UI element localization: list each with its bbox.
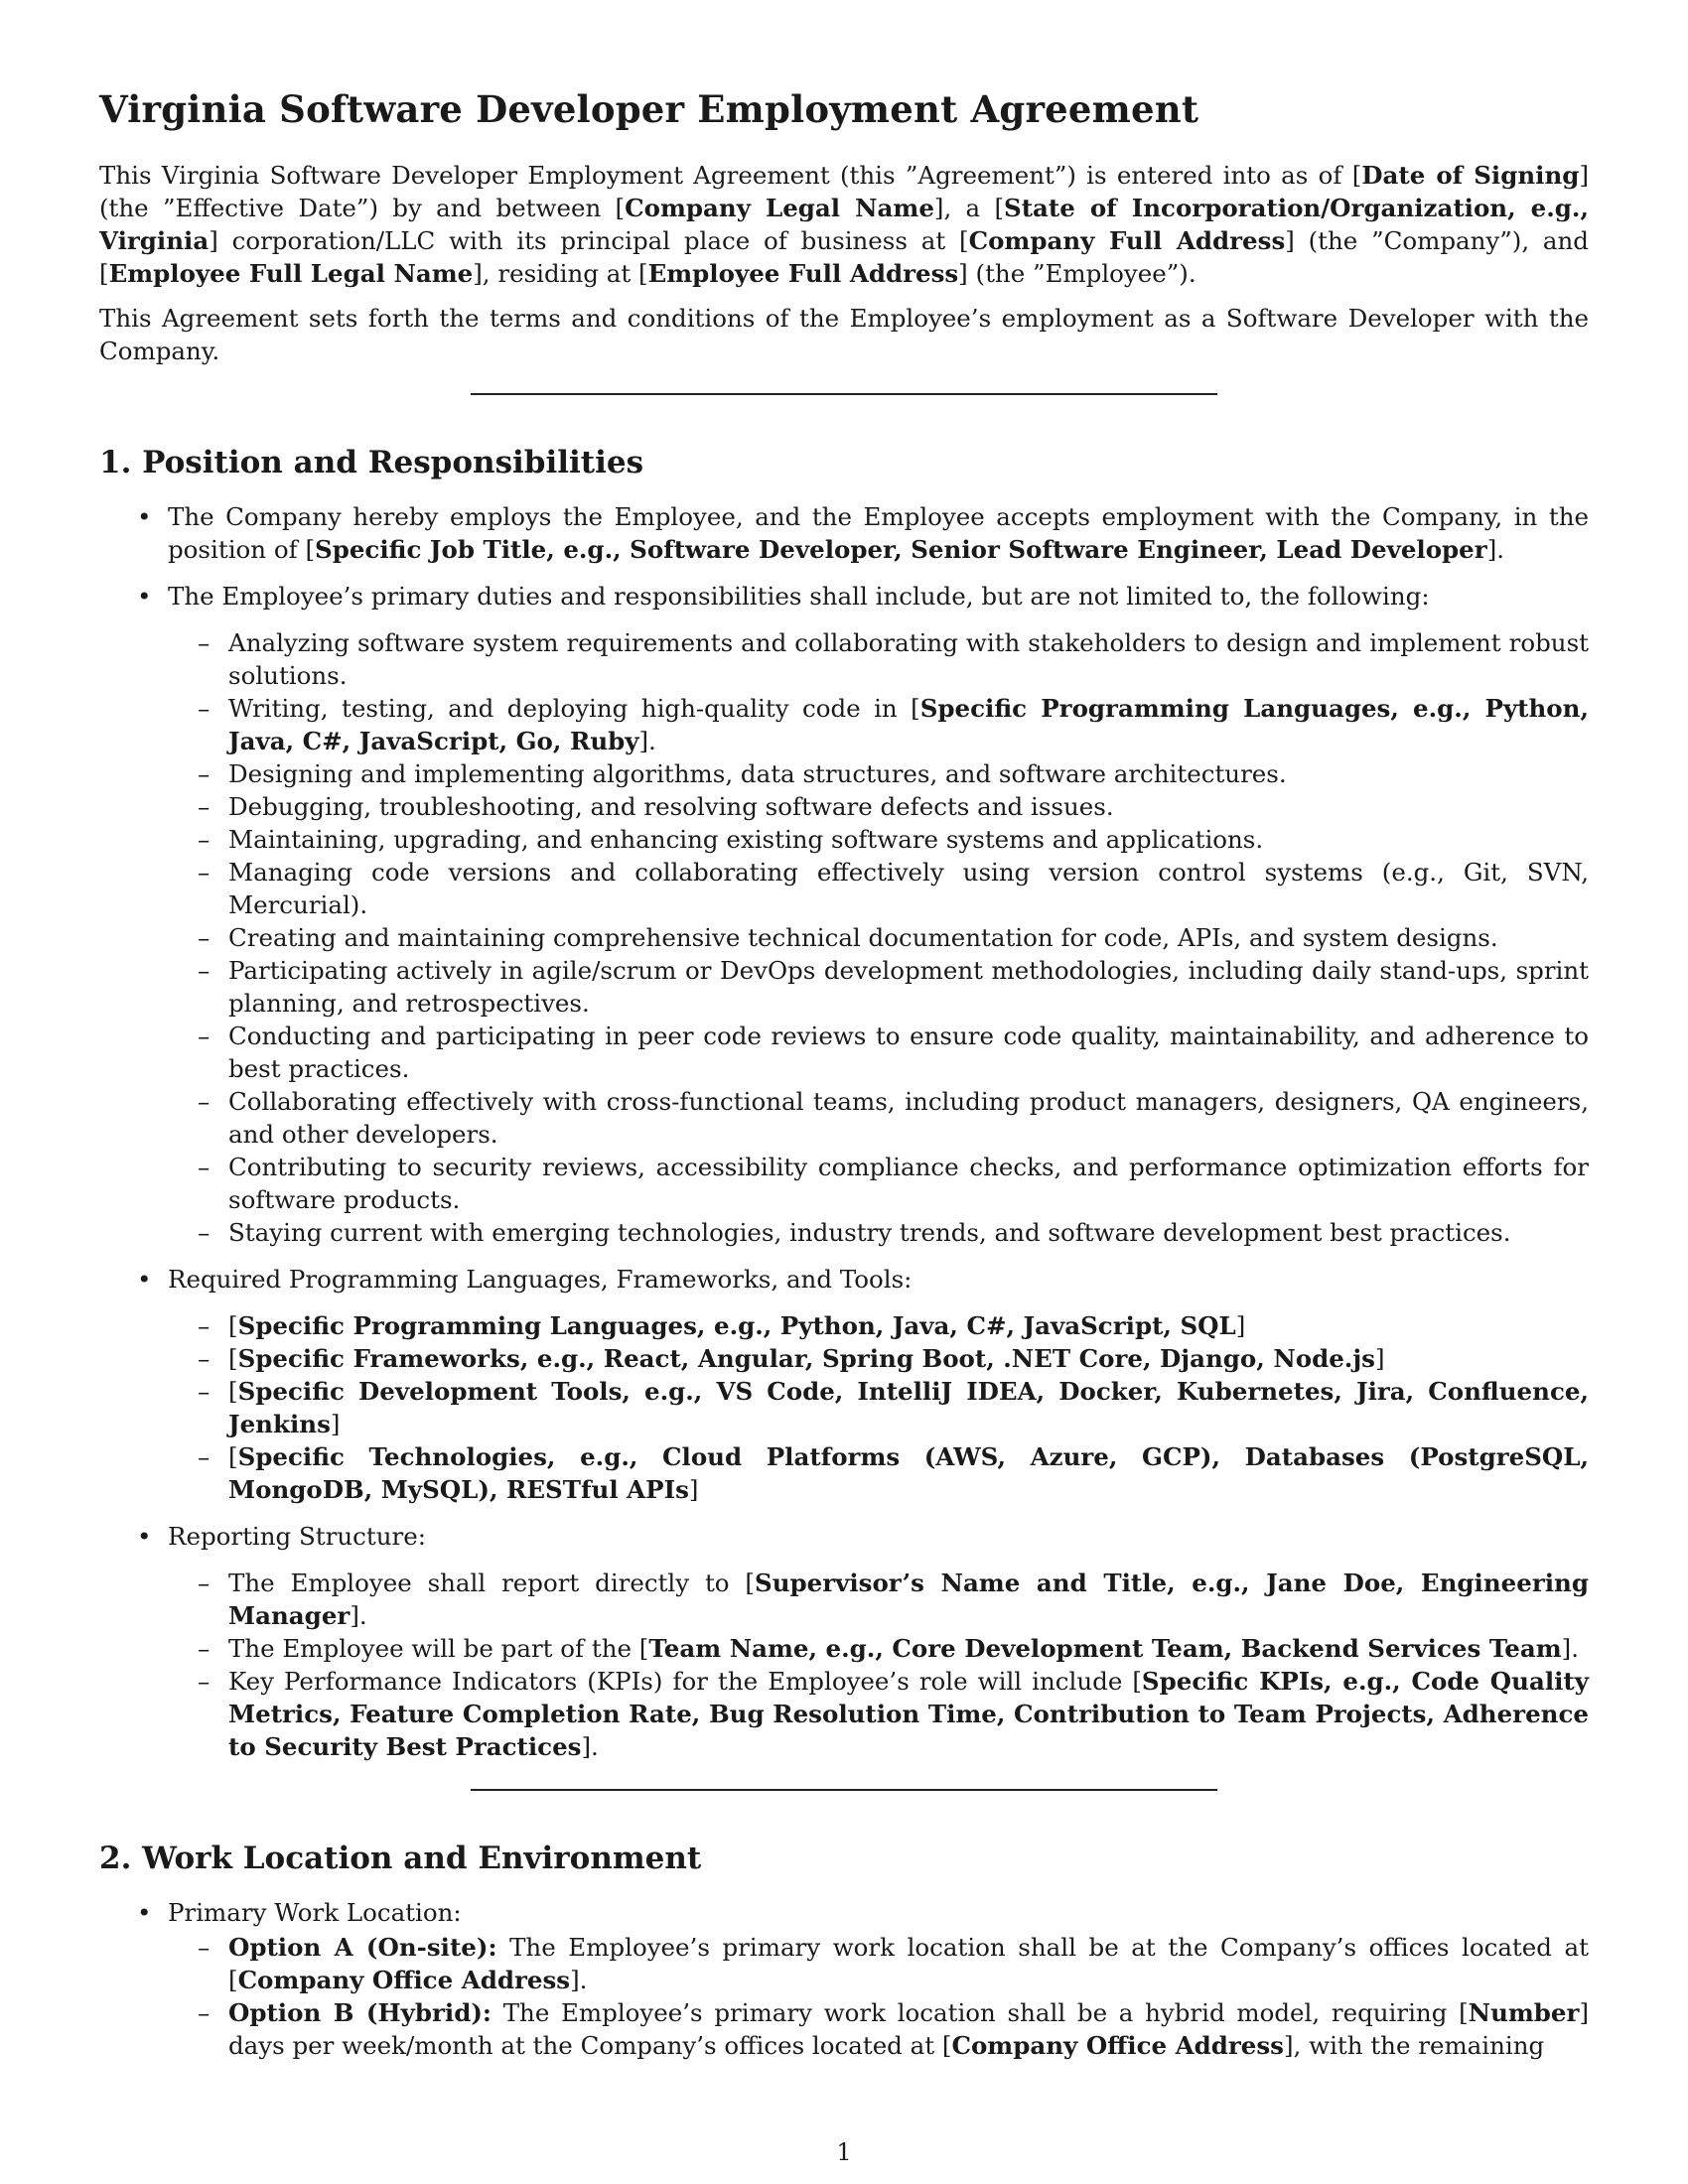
placeholder-team: Team Name, e.g., Core Development Team, Backend Services Team xyxy=(648,1634,1562,1663)
list-text: ]. xyxy=(1486,535,1505,564)
intro-text: ] (the ”Effective Date”) by and between [ xyxy=(99,161,1589,222)
reporting-text: The Employee shall report directly to [ xyxy=(228,1569,755,1597)
section-2-list xyxy=(99,1896,1589,2062)
section-divider xyxy=(471,393,1217,395)
reporting-item xyxy=(99,1632,1589,1665)
reporting-text: ]. xyxy=(581,1732,599,1761)
location-options-list xyxy=(168,1931,1589,2062)
document-body xyxy=(99,87,1589,2076)
list-text: Primary Work Location: xyxy=(168,1897,462,1927)
option-item xyxy=(99,1931,1589,1996)
duty-item: – Creating and maintaining comprehensive technical documentation for code, APIs, and system designs. xyxy=(99,921,1589,954)
reporting-item xyxy=(99,1665,1589,1763)
duty-item: – Analyzing software system requirements and collaborating with stakeholders to design and implement robust solutions. xyxy=(99,626,1589,692)
reporting-text: Key Performance Indicators (KPIs) for the Employee’s role will include [ xyxy=(228,1667,1142,1696)
duty-item: – Staying current with emerging technologies, industry trends, and software development best practices. xyxy=(99,1216,1589,1249)
placeholder-job-title: Specific Job Title, e.g., Software Developer, Senior Software Engineer, Lead Developer xyxy=(315,535,1487,564)
page-number: 1 xyxy=(836,2138,852,2166)
list-item xyxy=(99,580,1589,1249)
placeholder-technologies: Specific Technologies, e.g., Cloud Platforms (AWS, Azure, GCP), Databases (PostgreSQL, MongoDB, MySQL), RESTful APIs xyxy=(228,1442,1589,1504)
document-title: Virginia Software Developer Employment Agreement xyxy=(99,87,1199,131)
placeholder-dev-tools: Specific Development Tools, e.g., VS Code, IntelliJ IDEA, Docker, Kubernetes, Jira, Confluence, Jenkins xyxy=(228,1377,1589,1438)
duty-item: – Debugging, troubleshooting, and resolving software defects and issues. xyxy=(99,790,1589,823)
duty-item: – Collaborating effectively with cross-functional teams, including product managers, designers, QA engineers, and other developers. xyxy=(99,1085,1589,1151)
duty-item: – Conducting and participating in peer code reviews to ensure code quality, maintainability, and adherence to best practices. xyxy=(99,1020,1589,1085)
list-item xyxy=(99,500,1589,566)
duty-text: Writing, testing, and deploying high-quality code in [ xyxy=(228,694,920,723)
placeholder-office-address: Company Office Address xyxy=(951,2030,1284,2060)
section-divider xyxy=(471,1789,1217,1791)
reporting-text: ]. xyxy=(1561,1634,1579,1663)
reporting-list xyxy=(168,1567,1589,1763)
intro-text: ] (the ”Company”), and [ xyxy=(99,226,1589,288)
list-item xyxy=(99,1520,1589,1763)
option-text: ] days per week/month at the Company’s offices located at [ xyxy=(228,1997,1589,2060)
section-1-list xyxy=(99,500,1589,1763)
duty-item: – Contributing to security reviews, accessibility compliance checks, and performance optimization efforts for software products. xyxy=(99,1151,1589,1216)
duty-item: – Participating actively in agile/scrum or DevOps development methodologies, including daily stand-ups, sprint planning, and retrospectives. xyxy=(99,954,1589,1020)
duty-text: ]. xyxy=(638,727,656,755)
section-heading-2: 2. Work Location and Environment xyxy=(99,1840,702,1876)
intro-text: ] (the ”Employee”). xyxy=(958,259,1196,288)
option-item xyxy=(99,1996,1589,2062)
duty-item xyxy=(99,692,1589,757)
placeholder-employee: Employee Full Legal Name xyxy=(108,259,474,288)
tools-list xyxy=(168,1309,1589,1506)
section-heading-1: 1. Position and Responsibilities xyxy=(99,445,644,480)
intro-text: ] corporation/LLC with its principal place of business at [ xyxy=(209,226,969,255)
reporting-item xyxy=(99,1567,1589,1632)
option-text: ], with the remaining xyxy=(1283,2030,1545,2060)
tool-item: – [Specific Frameworks, e.g., React, Angular, Spring Boot, .NET Core, Django, Node.js] xyxy=(99,1342,1589,1375)
intro-text: ], residing at [ xyxy=(473,259,648,288)
tool-item: – [Specific Development Tools, e.g., VS Code, IntelliJ IDEA, Docker, Kubernetes, Jira, Confluence, Jenkins] xyxy=(99,1375,1589,1440)
reporting-text: ]. xyxy=(350,1601,367,1630)
tool-item: – [Specific Technologies, e.g., Cloud Platforms (AWS, Azure, GCP), Databases (PostgreSQL, MongoDB, MySQL), RESTful APIs] xyxy=(99,1440,1589,1506)
placeholder-company: Company Legal Name xyxy=(625,194,934,222)
duty-item: – Maintaining, upgrading, and enhancing existing software systems and applications. xyxy=(99,823,1589,856)
intro-text: This Virginia Software Developer Employment Agreement (this ”Agreement”) is entered into as of [ xyxy=(99,161,1362,190)
placeholder-programming-languages: Specific Programming Languages, e.g., Python, Java, C#, JavaScript, SQL xyxy=(237,1311,1236,1340)
list-item xyxy=(99,1263,1589,1506)
placeholder-office-address: Company Office Address xyxy=(237,1965,571,1994)
intro-text: ], a [ xyxy=(933,194,1005,222)
placeholder-frameworks: Specific Frameworks, e.g., React, Angular, Spring Boot, .NET Core, Django, Node.js xyxy=(237,1344,1375,1373)
placeholder-supervisor: Supervisor’s Name and Title, e.g., Jane Doe, Engineering Manager xyxy=(228,1569,1590,1630)
list-text: Reporting Structure: xyxy=(168,1522,426,1551)
option-b-label: Option B (Hybrid): xyxy=(228,1997,492,2027)
option-a-label: Option A (On-site): xyxy=(228,1932,497,1962)
tool-item: – [Specific Programming Languages, e.g., Python, Java, C#, JavaScript, SQL] xyxy=(99,1309,1589,1342)
duty-item: – Designing and implementing algorithms, data structures, and software architectures. xyxy=(99,757,1589,790)
intro-paragraph xyxy=(99,159,1589,290)
placeholder-date: Date of Signing xyxy=(1361,161,1580,190)
list-item xyxy=(99,1896,1589,2062)
placeholder-kpis: Specific KPIs, e.g., Code Quality Metrics, Feature Completion Rate, Bug Resolution Time, Contribution to Team Projects, Adherence to Security Best Practices xyxy=(228,1667,1589,1761)
placeholder-company-address: Company Full Address xyxy=(968,226,1286,255)
placeholder-number: Number xyxy=(1468,1997,1580,2027)
placeholder-languages: Specific Programming Languages, e.g., Python, Java, C#, JavaScript, Go, Ruby xyxy=(228,694,1589,755)
reporting-text: The Employee will be part of the [ xyxy=(228,1634,649,1663)
option-text: The Employee’s primary work location shall be a hybrid model, requiring [ xyxy=(491,1997,1469,2027)
option-text: ]. xyxy=(570,1965,588,1994)
intro-paragraph-2: This Agreement sets forth the terms and conditions of the Employee’s employment as a Software Developer with the Company. xyxy=(99,304,1589,365)
duty-item: – Managing code versions and collaborating effectively using version control systems (e.g., Git, SVN, Mercurial). xyxy=(99,856,1589,921)
list-text: Required Programming Languages, Frameworks, and Tools: xyxy=(168,1265,913,1294)
option-text: The Employee’s primary work location shall be at the Company’s offices located at [ xyxy=(228,1932,1590,1994)
placeholder-state: State of Incorporation/Organization, e.g., Virginia xyxy=(99,194,1589,255)
placeholder-employee-address: Employee Full Address xyxy=(647,259,959,288)
list-text: The Company hereby employs the Employee, and the Employee accepts employment with the Company, in the position of [ xyxy=(168,502,1589,564)
duties-list xyxy=(168,626,1589,1249)
list-text: The Employee’s primary duties and responsibilities shall include, but are not limited to, the following: xyxy=(168,582,1430,611)
